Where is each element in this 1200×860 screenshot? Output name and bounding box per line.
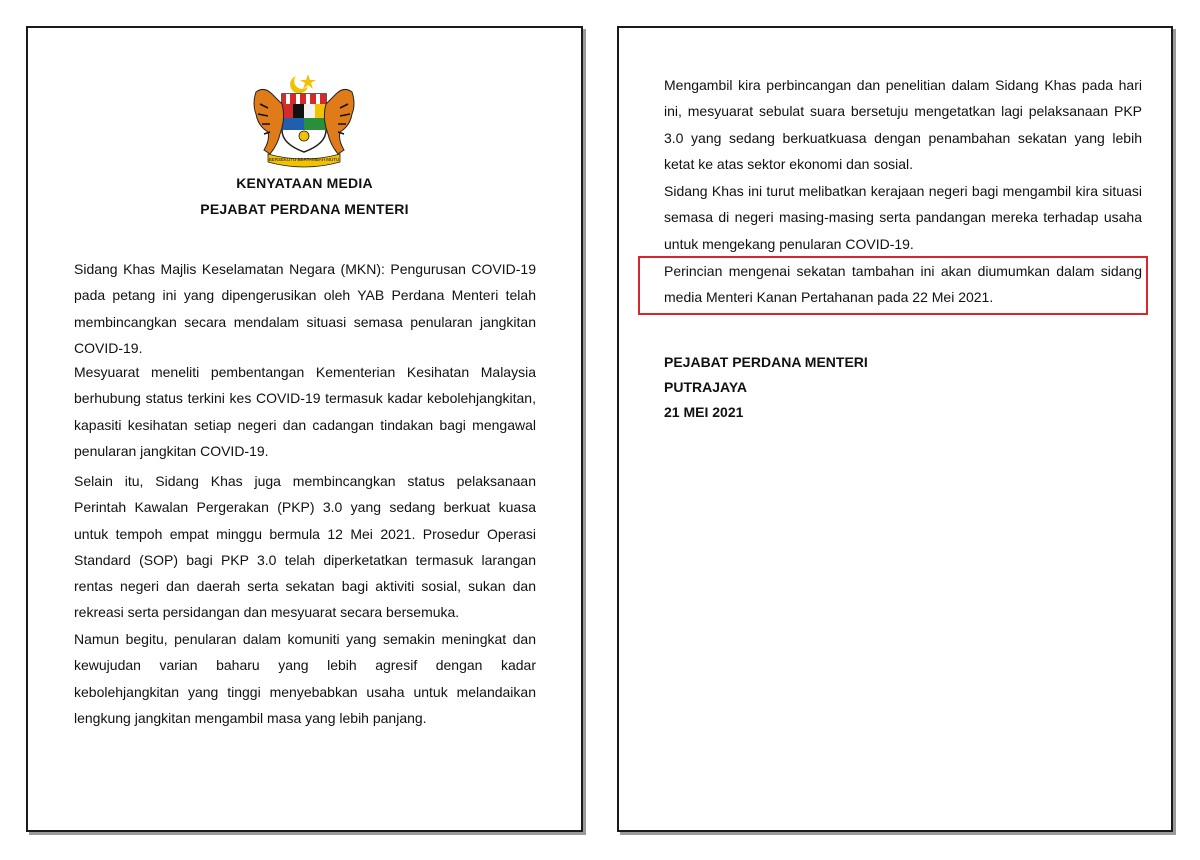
paragraph: Mengambil kira perbincangan dan penelitian dalam Sidang Khas pada hari ini, mesyuarat sebulat suara bersetuju mengetatkan lagi pelaksanaan PKP 3.0 yang sedang berkuatkuasa dengan penambahan sekatan yang lebih ketat ke atas sektor ekonomi dan sosial. [664,77,1142,172]
svg-text:BERSEKUTU BERTAMBAH MUTU: BERSEKUTU BERTAMBAH MUTU [268,157,340,162]
office-title: PEJABAT PERDANA MENTERI [200,201,409,217]
signature-office: PEJABAT PERDANA MENTERI [664,354,868,370]
media-statement-title: KENYATAAN MEDIA [236,175,373,191]
malaysia-coat-of-arms-icon [246,70,362,170]
signature-place: PUTRAJAYA [664,379,747,395]
paragraph: Selain itu, Sidang Khas juga membincangkan status pelaksanaan Perintah Kawalan Pergerakan (PKP) 3.0 yang sedang berkuat kuasa untuk tempoh empat minggu bermula 12 Mei 2021. Prosedur Operasi Standard (SOP) bagi PKP 3.0 telah diperketatkan termasuk larangan rentas negeri dan daerah serta sekatan bagi aktiviti sosial, sukan dan rekreasi serta persidangan dan mesyuarat secara bersemuka. [74,473,536,621]
highlighted-paragraph: Perincian mengenai sekatan tambahan ini akan diumumkan dalam sidang media Menteri Kanan Pertahanan pada 22 Mei 2021. [664,263,1142,306]
signature-date: 21 MEI 2021 [664,404,744,420]
document-page-2 [617,26,1173,832]
paragraph: Sidang Khas ini turut melibatkan kerajaan negeri bagi mengambil kira situasi semasa di negeri masing-masing serta pandangan mereka terhadap usaha untuk mengekang penularan COVID-19. [664,183,1142,252]
paragraph: Mesyuarat meneliti pembentangan Kementerian Kesihatan Malaysia berhubung status terkini kes COVID-19 termasuk kadar kebolehjangkitan, kapasiti kesihatan setiap negeri dan cadangan tindakan bagi mengawal penularan jangkitan COVID-19. [74,364,536,459]
document-page-1 [26,26,583,832]
paragraph: Namun begitu, penularan dalam komuniti yang semakin meningkat dan kewujudan varian baharu yang lebih agresif dengan kadar kebolehjangkitan yang tinggi menyebabkan usaha untuk melandaikan lengkung jangkitan mengambil masa yang lebih panjang. [74,631,536,726]
paragraph: Sidang Khas Majlis Keselamatan Negara (MKN): Pengurusan COVID-19 pada petang ini yang dipengerusikan oleh YAB Perdana Menteri telah membincangkan secara mendalam situasi semasa penularan jangkitan COVID-19. [74,261,536,356]
